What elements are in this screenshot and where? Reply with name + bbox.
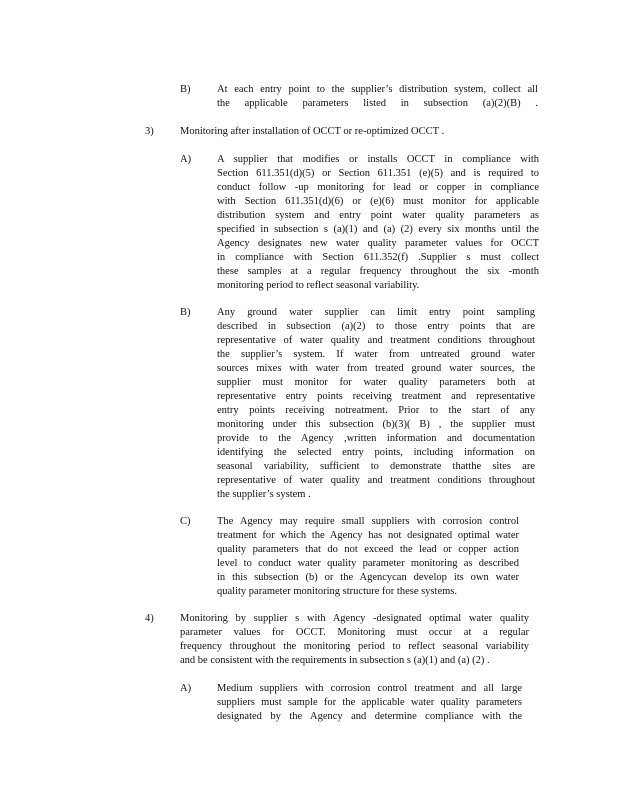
text-line: in compliance with Section 611.352(f) .Supplier s must collect: [217, 252, 539, 263]
text-line: the applicable parameters listed in subsection (a)(2)(B) .: [217, 98, 538, 109]
text-line: designated by the Agency and determine compliance with the: [217, 711, 522, 722]
text-line: Any ground water supplier can limit entry point sampling: [217, 307, 535, 318]
text-line: entry points receiving notreatment. Prior to the start of any: [217, 405, 535, 416]
section-4-text: [180, 612, 529, 668]
text-line: specified in subsection s (a)(1) and (a) (2) every six months until the: [217, 224, 539, 235]
text-line: quality parameter monitoring structure for these systems.: [217, 586, 457, 597]
text-line: At each entry point to the supplier’s distribution system, collect all: [217, 84, 538, 95]
text-line: sources mixes with water from treated ground water sources, the: [217, 363, 535, 374]
text-line: parameter values for OCCT. Monitoring must occur at a regular: [180, 627, 529, 638]
text-line: representative of water quality and treatment conditions throughout: [217, 335, 535, 346]
section-label-4: 4): [145, 613, 154, 624]
section-label-3: 3): [145, 126, 154, 137]
item-label-a: A): [180, 683, 192, 694]
text-line: supplier must monitor for water quality parameters both at: [217, 377, 535, 388]
text-line: these samples at a regular frequency throughout the six -month: [217, 266, 539, 277]
item-b-text: [217, 306, 535, 502]
item-label-b: B): [180, 84, 191, 95]
text-line: suppliers must sample for the applicable water quality parameters: [217, 697, 522, 708]
item-label-b: B): [180, 307, 191, 318]
section-3-heading: Monitoring after installation of OCCT or re-optimized OCCT .: [180, 126, 445, 137]
text-line: identifying the selected entry points, including information on: [217, 447, 535, 458]
item-label-a: A): [180, 154, 192, 165]
text-line: level to conduct water quality parameter monitoring as described: [217, 558, 519, 569]
text-line: seasonal variability, sufficient to demonstrate thatthe sites are: [217, 461, 535, 472]
text-line: Monitoring by supplier s with Agency -designated optimal water quality: [180, 613, 529, 624]
text-line: Medium suppliers with corrosion control treatment and all large: [217, 683, 522, 694]
text-line: treatment for which the Agency has not designated optimal water: [217, 530, 519, 541]
text-line: with Section 611.351(d)(6) or (e)(6) must monitor for applicable: [217, 196, 539, 207]
item-a-text: [217, 682, 522, 724]
item-b-text: [217, 83, 538, 111]
text-line: quality parameters that do not exceed the lead or copper action: [217, 544, 519, 555]
text-line: distribution system and entry point water quality parameters as: [217, 210, 539, 221]
text-line: in this subsection (b) or the Agencycan develop its own water: [217, 572, 519, 583]
text-line: described in subsection (a)(2) to those entry points that are: [217, 321, 535, 332]
item-label-c: C): [180, 516, 191, 527]
text-line: A supplier that modifies or installs OCCT in compliance with: [217, 154, 539, 165]
text-line: provide to the Agency ,written information and documentation: [217, 433, 535, 444]
text-line: representative entry points receiving treatment and representative: [217, 391, 535, 402]
item-a-text: [217, 153, 539, 293]
text-line: Agency designates new water quality parameter values for OCCT: [217, 238, 539, 249]
text-line: representative of water quality and treatment conditions throughout: [217, 475, 535, 486]
text-line: the supplier’s system. If water from untreated ground water: [217, 349, 535, 360]
text-line: and be consistent with the requirements in subsection s (a)(1) and (a) (2) .: [180, 655, 490, 666]
text-line: frequency throughout the monitoring period to reflect seasonal variability: [180, 641, 529, 652]
text-line: conduct follow -up monitoring for lead or copper in compliance: [217, 182, 539, 193]
text-line: monitoring period to reflect seasonal variability.: [217, 280, 420, 291]
text-line: The Agency may require small suppliers with corrosion control: [217, 516, 519, 527]
text-line: Section 611.351(d)(5) or Section 611.351 (e)(5) and is required to: [217, 168, 539, 179]
item-c-text: [217, 515, 519, 599]
text-line: monitoring under this subsection (b)(3)( B) , the supplier must: [217, 419, 535, 430]
text-line: the supplier’s system .: [217, 489, 311, 500]
